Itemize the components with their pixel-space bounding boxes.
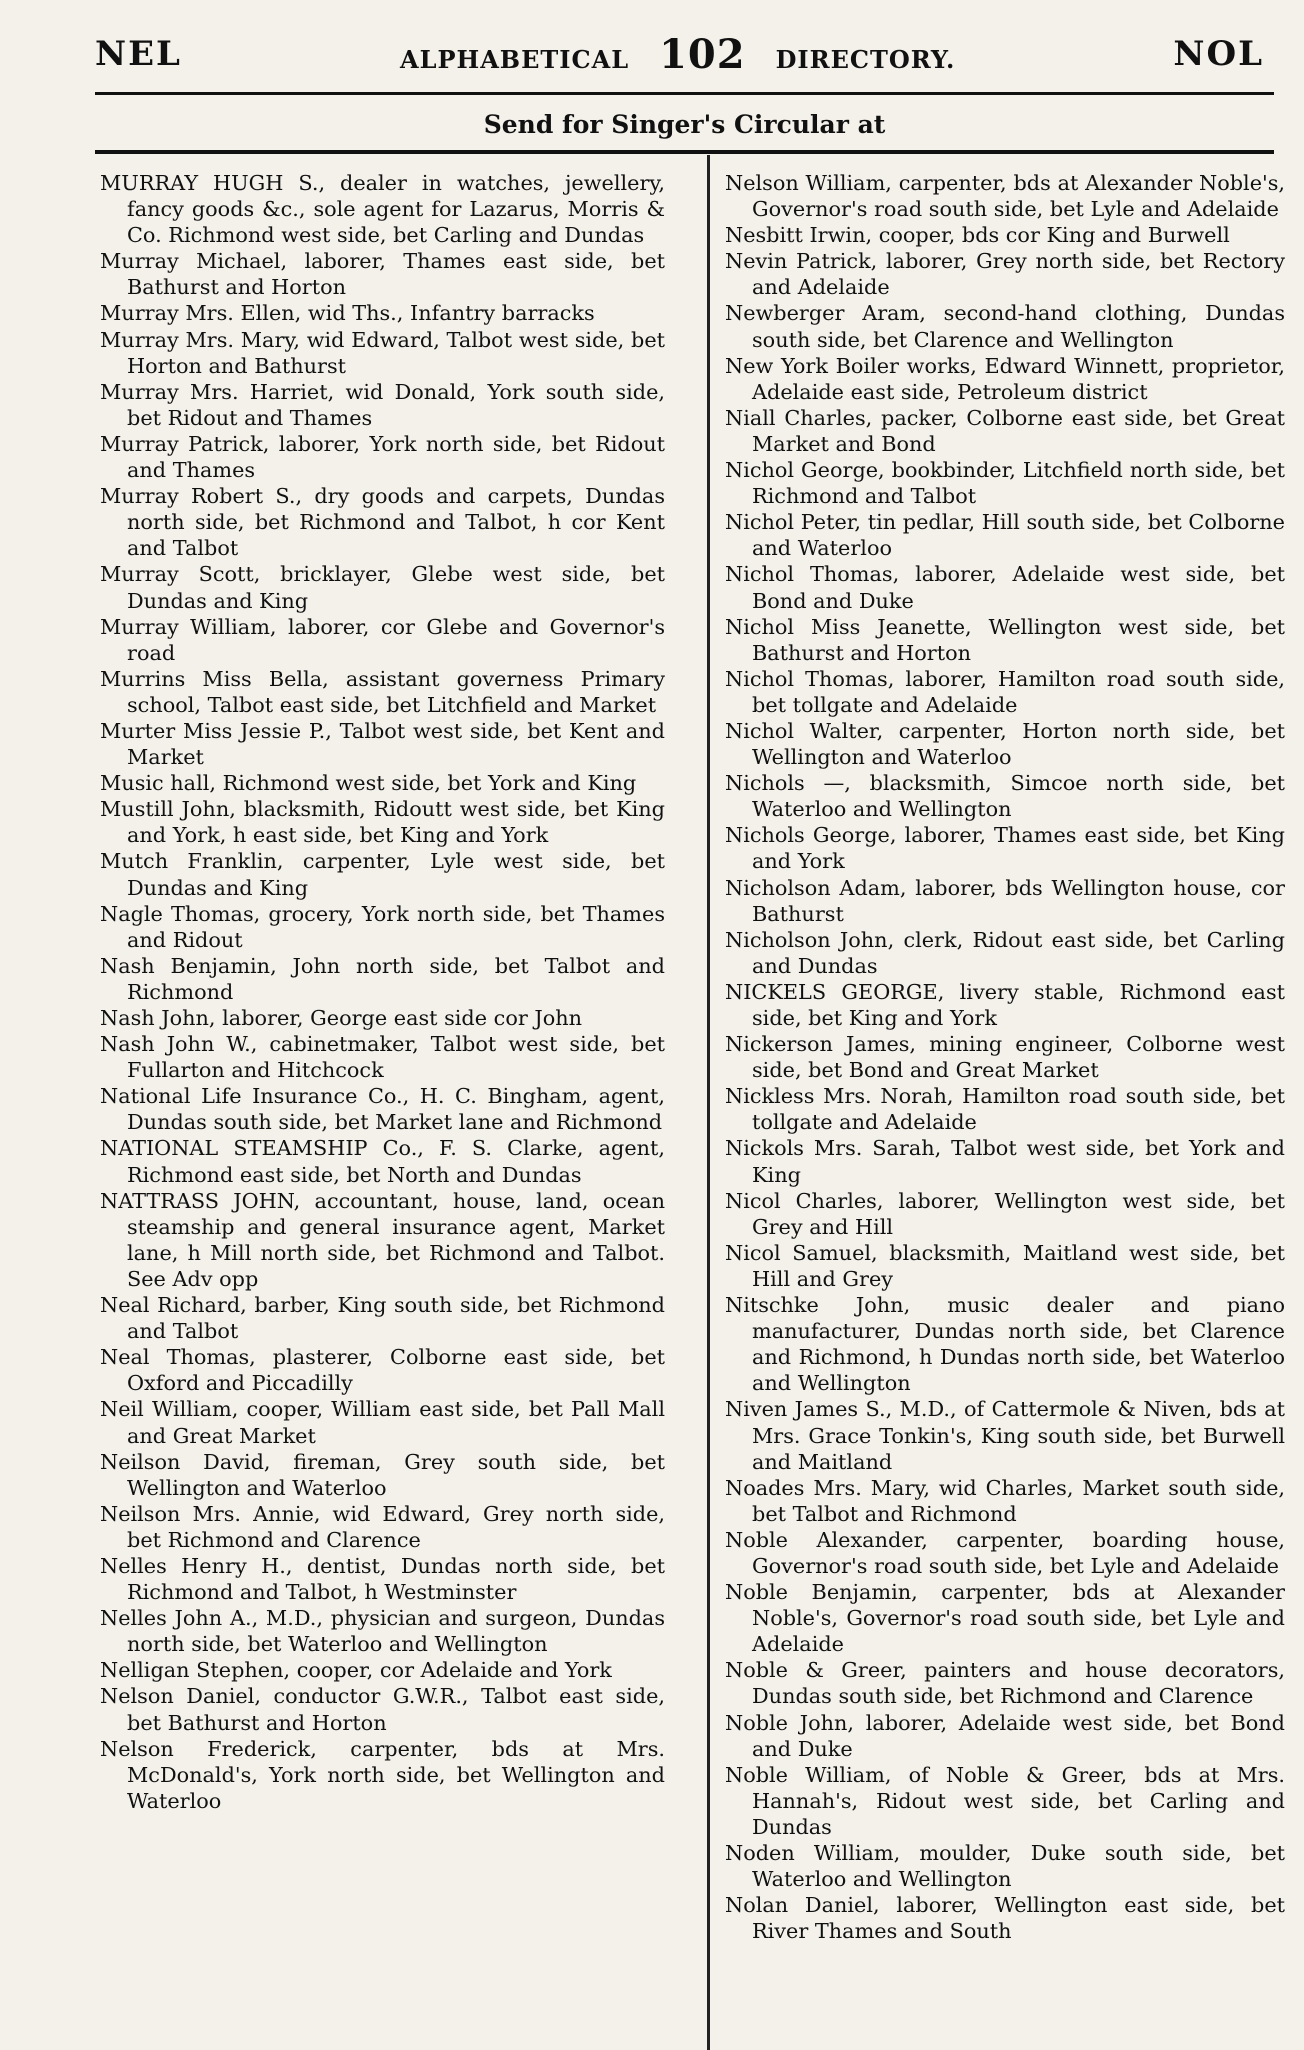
left-column [100, 170, 665, 1814]
right-column [725, 170, 1285, 1944]
directory-entry: MURRAY HUGH S., dealer in watches, jewellery, fancy goods &c., sole agent for Lazarus, Morris & Co. Richmond west side, bet Carling and Dundas [100, 171, 665, 248]
directory-entry: Nelson Daniel, conductor G.W.R., Talbot east side, bet Bathurst and Horton [100, 1684, 665, 1735]
directory-entry: Murter Miss Jessie P., Talbot west side, bet Kent and Market [100, 718, 665, 770]
running-header [95, 28, 1264, 80]
directory-entry: Noble William, of Noble & Greer, bds at Mrs. Hannah's, Ridout west side, bet Carling and Dundas [725, 1762, 1285, 1839]
directory-entry: Nelson Frederick, carpenter, bds at Mrs. McDonald's, York north side, bet Wellington and Waterloo [100, 1736, 665, 1813]
directory-entry: New York Boiler works, Edward Winnett, proprietor, Adelaide east side, Petroleum district [725, 353, 1285, 404]
directory-entry: Nagle Thomas, grocery, York north side, bet Thames and Ridout [100, 901, 665, 952]
directory-entry: Nickerson James, mining engineer, Colborne west side, bet Bond and Great Market [725, 1032, 1285, 1083]
directory-entry: Murrins Miss Bella, assistant governess Primary school, Talbot east side, bet Litchfield and Market [100, 666, 665, 717]
column-divider [707, 155, 710, 2050]
directory-entry: Nitschke John, music dealer and piano manufacturer, Dundas north side, bet Clarence and Richmond, h Dundas north side, bet Waterloo and Wellington [725, 1293, 1285, 1396]
header-title-directory: DIRECTORY. [775, 44, 956, 74]
directory-entry: Nash John, laborer, George east side cor John [100, 1006, 583, 1030]
directory-entry: Murray Robert S., dry goods and carpets, Dundas north side, bet Richmond and Talbot, h cor Kent and Talbot [100, 484, 665, 561]
directory-entry: Nichol Miss Jeanette, Wellington west side, bet Bathurst and Horton [725, 614, 1285, 665]
directory-entry: Newberger Aram, second-hand clothing, Dundas south side, bet Clarence and Wellington [725, 301, 1285, 352]
directory-entry: Murray William, laborer, cor Glebe and Governor's road [100, 614, 665, 665]
directory-entry: Nelles John A., M.D., physician and surgeon, Dundas north side, bet Waterloo and Wellington [100, 1606, 665, 1657]
directory-entry: Nichol Walter, carpenter, Horton north side, bet Wellington and Waterloo [725, 718, 1285, 770]
directory-entry: Noble Benjamin, carpenter, bds at Alexander Noble's, Governor's road south side, bet Lyle and Adelaide [725, 1580, 1285, 1657]
directory-entry: Neal Thomas, plasterer, Colborne east side, bet Oxford and Piccadilly [100, 1345, 665, 1396]
directory-entry: Noades Mrs. Mary, wid Charles, Market south side, bet Talbot and Richmond [725, 1475, 1285, 1526]
directory-entry: National Life Insurance Co., H. C. Bingham, agent, Dundas south side, bet Market lane and Richmond [100, 1084, 665, 1135]
header-left-guide-word: NEL [95, 34, 182, 74]
directory-entry: Nicholson John, clerk, Ridout east side, bet Carling and Dundas [725, 927, 1285, 978]
header-title-alphabetical: ALPHABETICAL [399, 44, 630, 74]
directory-entry: Murray Mrs. Mary, wid Edward, Talbot west side, bet Horton and Bathurst [100, 327, 665, 378]
directory-entry: Noble Alexander, carpenter, boarding house, Governor's road south side, bet Lyle and Adelaide [725, 1527, 1285, 1578]
directory-entry: Neilson Mrs. Annie, wid Edward, Grey north side, bet Richmond and Clarence [100, 1501, 665, 1552]
directory-entry: Nelligan Stephen, cooper, cor Adelaide and York [100, 1658, 612, 1683]
directory-entry: Nickless Mrs. Norah, Hamilton road south side, bet tollgate and Adelaide [725, 1084, 1285, 1135]
banner-rule [95, 150, 1274, 154]
header-rule [95, 92, 1274, 95]
directory-entry: Nichols —, blacksmith, Simcoe north side, bet Waterloo and Wellington [725, 771, 1285, 822]
directory-entry: Nichol Thomas, laborer, Adelaide west side, bet Bond and Duke [725, 562, 1285, 613]
directory-entry: Neal Richard, barber, King south side, bet Richmond and Talbot [100, 1293, 665, 1344]
directory-entry: Nelles Henry H., dentist, Dundas north side, bet Richmond and Talbot, h Westminster [100, 1553, 665, 1605]
directory-entry: Nash Benjamin, John north side, bet Talbot and Richmond [100, 953, 665, 1004]
directory-entry: Nicol Charles, laborer, Wellington west side, bet Grey and Hill [725, 1188, 1285, 1239]
directory-entry: Mutch Franklin, carpenter, Lyle west side, bet Dundas and King [100, 849, 665, 900]
directory-entry: Nichols George, laborer, Thames east side, bet King and York [725, 823, 1285, 874]
directory-entry: Nash John W., cabinetmaker, Talbot west side, bet Fullarton and Hitchcock [100, 1032, 665, 1083]
directory-entry: Neil William, cooper, William east side, bet Pall Mall and Great Market [100, 1397, 665, 1448]
directory-entry: Murray Mrs. Harriet, wid Donald, York south side, bet Ridout and Thames [100, 379, 665, 430]
directory-entry: Noble & Greer, painters and house decorators, Dundas south side, bet Richmond and Clarence [725, 1658, 1285, 1709]
directory-entry: NICKELS GEORGE, livery stable, Richmond east side, bet King and York [725, 979, 1285, 1030]
directory-entry: Nichol Peter, tin pedlar, Hill south side, bet Colborne and Waterloo [725, 510, 1285, 561]
directory-entry: Mustill John, blacksmith, Ridoutt west side, bet King and York, h east side, bet King and York [100, 797, 665, 848]
directory-entry: Noden William, moulder, Duke south side, bet Waterloo and Wellington [725, 1841, 1285, 1892]
directory-entry: Nelson William, carpenter, bds at Alexander Noble's, Governor's road south side, bet Lyle and Adelaide [725, 171, 1285, 222]
directory-entry: Nicol Samuel, blacksmith, Maitland west side, bet Hill and Grey [725, 1240, 1285, 1291]
directory-entry: Nichol Thomas, laborer, Hamilton road south side, bet tollgate and Adelaide [725, 666, 1285, 717]
directory-entry: Nesbitt Irwin, cooper, bds cor King and Burwell [725, 223, 1230, 248]
directory-entry: Murray Patrick, laborer, York north side, bet Ridout and Thames [100, 431, 665, 483]
directory-entry: Nickols Mrs. Sarah, Talbot west side, bet York and King [725, 1136, 1285, 1187]
directory-entry: Nichol George, bookbinder, Litchfield north side, bet Richmond and Talbot [725, 458, 1285, 509]
directory-entry: Nolan Daniel, laborer, Wellington east side, bet River Thames and South [725, 1893, 1285, 1944]
directory-entry: Niven James S., M.D., of Cattermole & Niven, bds at Mrs. Grace Tonkin's, King south side, bet Burwell and Maitland [725, 1397, 1285, 1474]
advertisement-banner: Send for Singer's Circular at [483, 109, 886, 139]
directory-entry: Murray Michael, laborer, Thames east side, bet Bathurst and Horton [100, 249, 665, 300]
page-number: 102 [659, 30, 746, 78]
directory-entry: Nevin Patrick, laborer, Grey north side, bet Rectory and Adelaide [725, 249, 1285, 300]
directory-entry: NATIONAL STEAMSHIP Co., F. S. Clarke, agent, Richmond east side, bet North and Dundas [100, 1136, 665, 1187]
directory-entry: Nicholson Adam, laborer, bds Wellington house, cor Bathurst [725, 875, 1285, 926]
directory-entry: Noble John, laborer, Adelaide west side, bet Bond and Duke [725, 1710, 1285, 1761]
directory-entry: Murray Mrs. Ellen, wid Ths., Infantry barracks [100, 301, 595, 326]
directory-entry: Niall Charles, packer, Colborne east side, bet Great Market and Bond [725, 405, 1285, 456]
header-center [400, 31, 955, 78]
header-right-guide-word: NOL [1173, 34, 1264, 74]
directory-entry: Murray Scott, bricklayer, Glebe west side, bet Dundas and King [100, 562, 665, 613]
directory-entry: Neilson David, fireman, Grey south side, bet Wellington and Waterloo [100, 1449, 665, 1500]
directory-entry: NATTRASS JOHN, accountant, house, land, ocean steamship and general insurance agent, Market lane, h Mill north side, bet Richmond and Talbot. See Adv opp [100, 1188, 665, 1291]
directory-entry: Music hall, Richmond west side, bet York and King [100, 771, 637, 796]
